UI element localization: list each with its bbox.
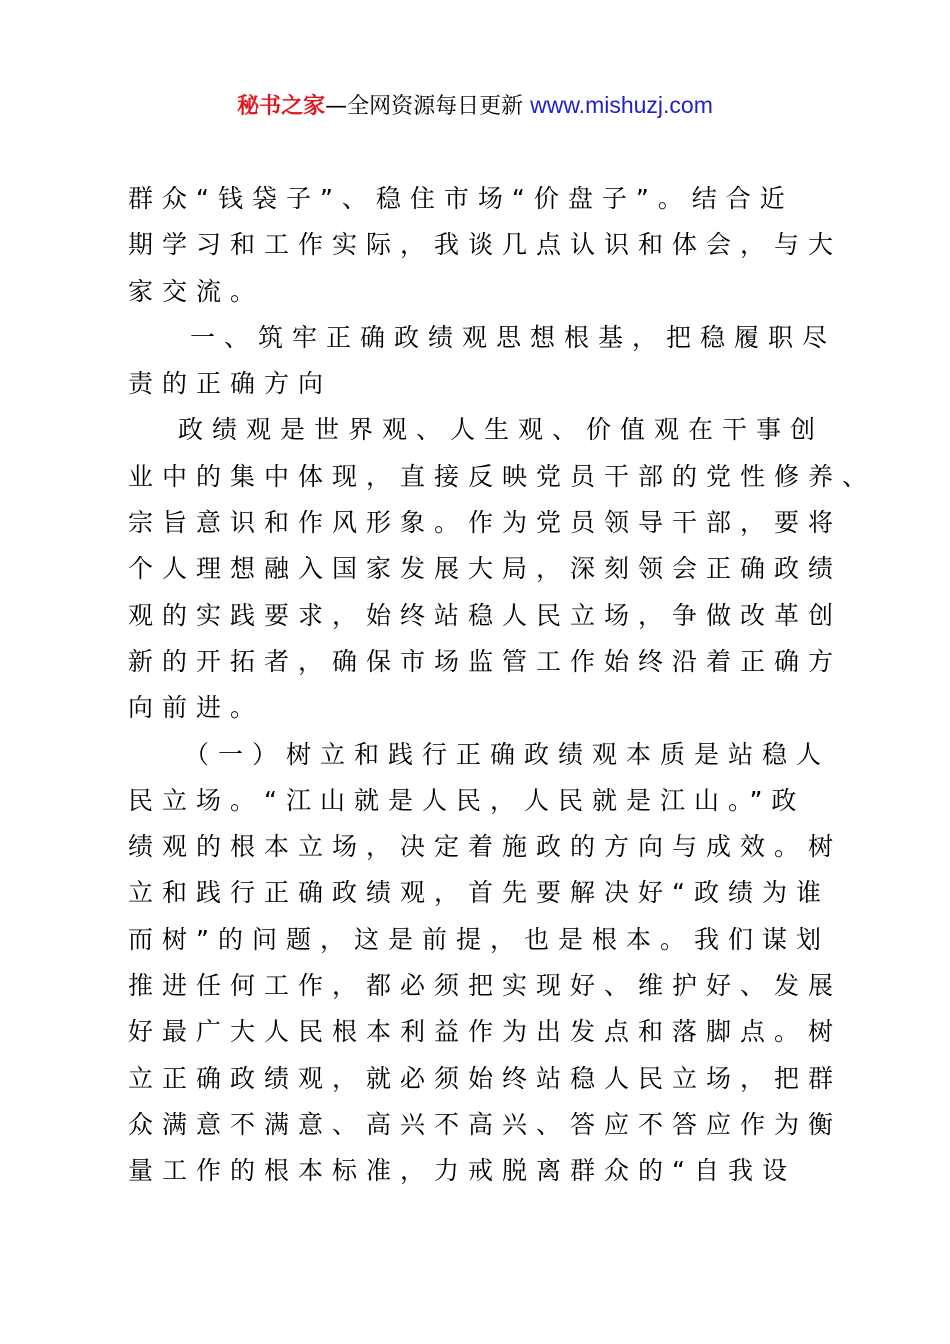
text-line: 宗旨意识和作风形象。作为党员领导干部，要将 bbox=[128, 508, 843, 538]
brand-name: 秘书之家 bbox=[237, 94, 326, 119]
site-url-link[interactable]: www.mishuzj.com bbox=[530, 92, 713, 118]
site-header bbox=[0, 88, 950, 124]
text-line: 群众“钱袋子”、稳住市场“价盘子”。结合近 bbox=[128, 184, 794, 213]
text-line: 个人理想融入国家发展大局，深刻领会正确政绩 bbox=[128, 554, 843, 584]
text-line: 好最广大人民根本利益作为出发点和落脚点。树 bbox=[128, 1017, 843, 1047]
text-line: 推进任何工作，都必须把实现好、维护好、发展 bbox=[128, 971, 843, 1001]
subsection-start: （一）树立和践行正确政绩观本质是站稳人 bbox=[184, 739, 831, 769]
text-line: 业中的集中体现，直接反映党员干部的党性修养、 bbox=[128, 461, 877, 491]
text-line: 向前进。 bbox=[128, 693, 265, 723]
text-line: 立和践行正确政绩观，首先要解决好“政绩为谁 bbox=[128, 878, 830, 908]
text-line: 期学习和工作实际，我谈几点认识和体会，与大 bbox=[128, 230, 843, 260]
text-line: 民立场。“江山就是人民，人民就是江山。”政 bbox=[128, 785, 806, 815]
text-line: 新的开拓者，确保市场监管工作始终沿着正确方 bbox=[128, 646, 843, 676]
text-line: 众满意不满意、高兴不高兴、答应不答应作为衡 bbox=[128, 1109, 843, 1139]
text-line: 立正确政绩观，就必须始终站稳人民立场，把群 bbox=[128, 1063, 843, 1093]
section-heading: 一、筑牢正确政绩观思想根基，把稳履职尽 bbox=[190, 322, 837, 352]
site-tagline: —全网资源每日更新 bbox=[325, 94, 524, 119]
paragraph-start: 政绩观是世界观、人生观、价值观在干事创 bbox=[178, 415, 825, 445]
text-line: 量工作的根本标准，力戒脱离群众的“自我设 bbox=[128, 1156, 796, 1186]
text-line: 而树”的问题，这是前提，也是根本。我们谋划 bbox=[128, 924, 830, 954]
document-body bbox=[128, 176, 877, 1195]
text-line: 家交流。 bbox=[128, 276, 265, 306]
section-heading-continued: 责的正确方向 bbox=[128, 369, 333, 399]
text-line: 绩观的根本立场，决定着施政的方向与成效。树 bbox=[128, 832, 843, 862]
text-line: 观的实践要求，始终站稳人民立场，争做改革创 bbox=[128, 600, 843, 630]
